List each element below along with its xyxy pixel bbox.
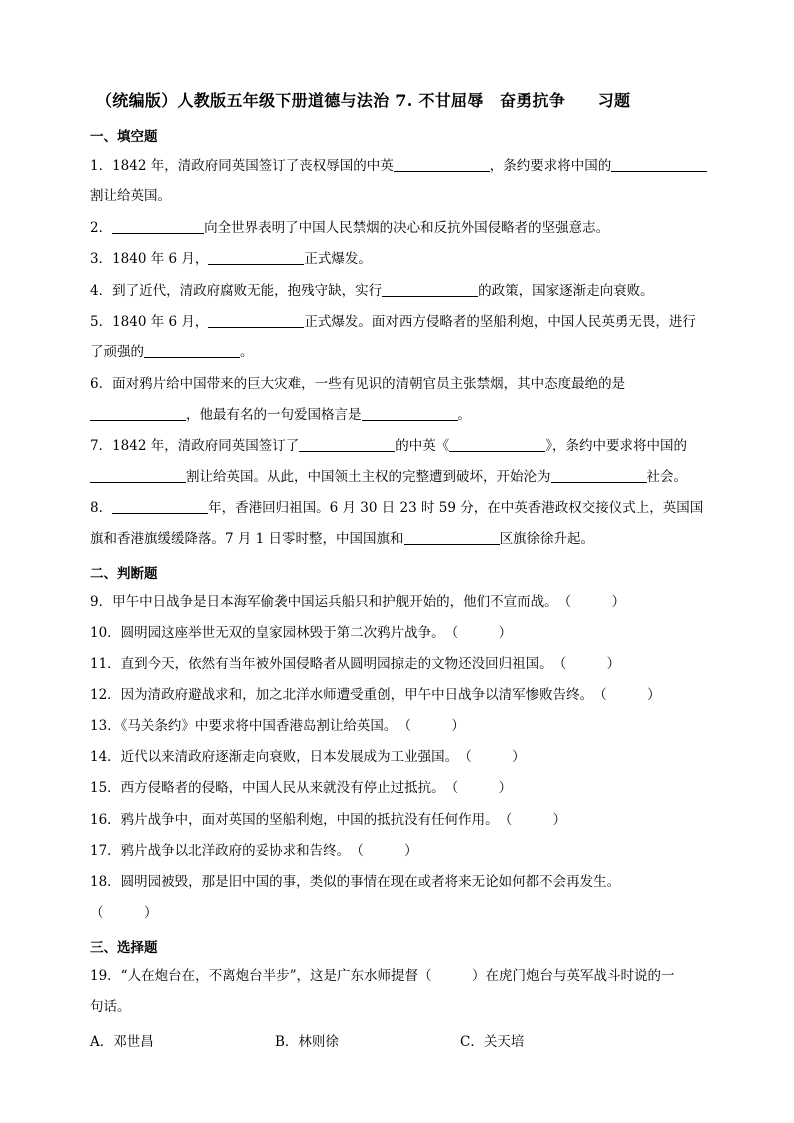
q6-blank-1[interactable] (90, 407, 186, 421)
q19-text-b: 句话。 (90, 999, 131, 1015)
q5-blank-2[interactable] (144, 344, 240, 358)
question-2 (90, 219, 609, 237)
judge-item (90, 717, 465, 735)
q1-text-b: ，条约要求将中国的 (489, 158, 612, 174)
q3-text-b: 正式爆发。 (304, 251, 372, 267)
question-8-line-1 (90, 499, 703, 517)
q5-text-b: 正式爆发。面对西方侵略者的坚船利炮，中国人民英勇无畏，进行 (304, 314, 696, 330)
judge-text: 12．因为清政府避战求和，加之北洋水师遭受重创，甲午中日战争以清军惨败告终。 (90, 687, 594, 703)
q7-blank-3[interactable] (90, 469, 186, 483)
q5-text-a: 5．1840 年 6 月， (90, 314, 209, 330)
q8-text-c: 旗和香港旗缓缓降落。7 月 1 日零时整，中国国旗和 (90, 531, 404, 547)
q8-text-d: 区旗徐徐升起。 (499, 531, 595, 547)
q2-blank-1[interactable] (112, 220, 204, 234)
answer-paren[interactable]: （ ） (444, 625, 513, 641)
q4-text-b: 的政策，国家逐渐走向衰败。 (478, 283, 654, 299)
judge-text: 11．直到今天，依然有当年被外国侵略者从圆明园掠走的文物还没回归祖国。 (90, 656, 553, 672)
answer-paren[interactable]: （ ） (444, 780, 513, 796)
judge-item (90, 842, 418, 860)
judge-text: 17．鸦片战争以北洋政府的妥协求和告终。 (90, 843, 351, 859)
question-19-line-1 (90, 967, 674, 985)
q5-blank-1[interactable] (208, 314, 304, 328)
q8-text-a: 8． (90, 500, 113, 516)
section-choice-heading: 三、选择题 (90, 940, 158, 956)
q5-text-d: 。 (240, 344, 254, 360)
question-19-line-2 (90, 998, 131, 1016)
judge-text: 9．甲午中日战争是日本海军偷袭中国运兵船只和护舰开始的，他们不宣而战。 (90, 594, 558, 610)
judge-text: 10．圆明园这座举世无双的皇家园林毁于第二次鸦片战争。 (90, 625, 445, 641)
question-6-line-1 (90, 375, 625, 393)
q7-text-b: 的中英《 (395, 438, 450, 454)
option-b[interactable]: B．林则徐 (275, 1034, 339, 1050)
judge-item-18-paren-line (90, 904, 158, 922)
question-8-line-2 (90, 530, 594, 548)
judge-text: 15．西方侵略者的侵略，中国人民从来就没有停止过抵抗。 (90, 780, 445, 796)
q7-blank-2[interactable] (449, 438, 545, 452)
q5-text-c: 了顽强的 (90, 344, 144, 360)
question-5-line-1 (90, 313, 696, 331)
answer-paren[interactable]: （ ） (90, 905, 158, 921)
question-3 (90, 250, 372, 268)
q7-text-e: 社会。 (646, 469, 687, 485)
q2-text-b: 向全世界表明了中国人民禁烟的决心和反抗外国侵略者的坚强意志。 (204, 220, 610, 236)
answer-paren[interactable]: （ ） (498, 812, 567, 828)
option-a[interactable]: A．邓世昌 (90, 1034, 154, 1050)
option-c[interactable]: C．关天培 (460, 1034, 525, 1050)
q7-blank-4[interactable] (551, 469, 647, 483)
judge-text: 14．近代以来清政府逐渐走向衰败，日本发展成为工业强国。 (90, 749, 459, 765)
q6-text-c: 。 (457, 407, 471, 423)
q19-text-a: 19．“人在炮台在，不离炮台半步”，这是广东水师提督（ ）在虎门炮台与英军战斗时说的一 (90, 968, 675, 984)
q6-text-a: 6．面对鸦片给中国带来的巨大灾难，一些有见识的清朝官员主张禁烟，其中态度最绝的是 (90, 376, 626, 392)
judge-item (90, 655, 620, 673)
answer-paren[interactable]: （ ） (557, 594, 626, 610)
judge-item (90, 593, 625, 611)
question-1-line-2 (90, 187, 171, 205)
question-6-line-2 (90, 406, 471, 424)
answer-paren[interactable]: （ ） (350, 843, 418, 859)
q3-blank-1[interactable] (208, 251, 304, 265)
answer-paren[interactable]: （ ） (552, 656, 621, 672)
judge-item (90, 686, 661, 704)
judge-item (90, 873, 620, 891)
answer-paren[interactable]: （ ） (397, 718, 465, 734)
q8-text-b: 年，香港回归祖国。6 月 30 日 23 时 59 分，在中英香港政权交接仪式上，英国国 (208, 500, 704, 516)
judge-text: 18．圆明园被毁，那是旧中国的事，类似的事情在现在或者将来无论如何都不会再发生。 (90, 874, 621, 890)
q3-text-a: 3．1840 年 6 月， (90, 251, 209, 267)
judge-item (90, 811, 566, 829)
q4-text-a: 4．到了近代，清政府腐败无能，抱残守缺，实行 (90, 283, 383, 299)
answer-paren[interactable]: （ ） (593, 687, 661, 703)
q6-text-b: ，他最有名的一句爱国格言是 (186, 407, 362, 423)
q7-text-d: 割让给英国。从此，中国领土主权的完整遭到破坏，开始沦为 (186, 469, 551, 485)
section-judge-heading: 二、判断题 (90, 566, 158, 582)
q7-blank-1[interactable] (299, 438, 395, 452)
answer-paren[interactable]: （ ） (458, 749, 526, 765)
judge-text: 13．《马关条约》中要求将中国香港岛割让给英国。 (90, 718, 398, 734)
judge-item (90, 748, 526, 766)
question-7-line-1 (90, 437, 687, 455)
q8-blank-1[interactable] (112, 500, 208, 514)
page-title: （统编版）人教版五年级下册道德与法治 7. 不甘屈辱 奋勇抗争 习题 (96, 91, 631, 110)
q1-blank-1[interactable] (394, 158, 490, 172)
q7-text-a: 7．1842 年，清政府同英国签订了 (90, 438, 300, 454)
q6-blank-2[interactable] (362, 407, 458, 421)
q8-blank-2[interactable] (404, 531, 500, 545)
q2-text-a: 2． (90, 220, 113, 236)
q1-text-c: 割让给英国。 (90, 188, 171, 204)
q4-blank-1[interactable] (382, 283, 478, 297)
question-7-line-2 (90, 468, 687, 486)
q1-blank-2[interactable] (611, 158, 707, 172)
judge-item (90, 624, 512, 642)
question-1-line-1 (90, 157, 707, 175)
section-fill-heading: 一、填空题 (90, 129, 158, 145)
question-5-line-2 (90, 343, 254, 361)
q7-text-c: 》，条约中要求将中国的 (545, 438, 687, 454)
q1-text-a: 1．1842 年，清政府同英国签订了丧权辱国的中英 (90, 158, 394, 174)
judge-item (90, 779, 512, 797)
judge-text: 16．鸦片战争中，面对英国的坚船利炮，中国的抵抗没有任何作用。 (90, 812, 499, 828)
question-4 (90, 282, 654, 300)
